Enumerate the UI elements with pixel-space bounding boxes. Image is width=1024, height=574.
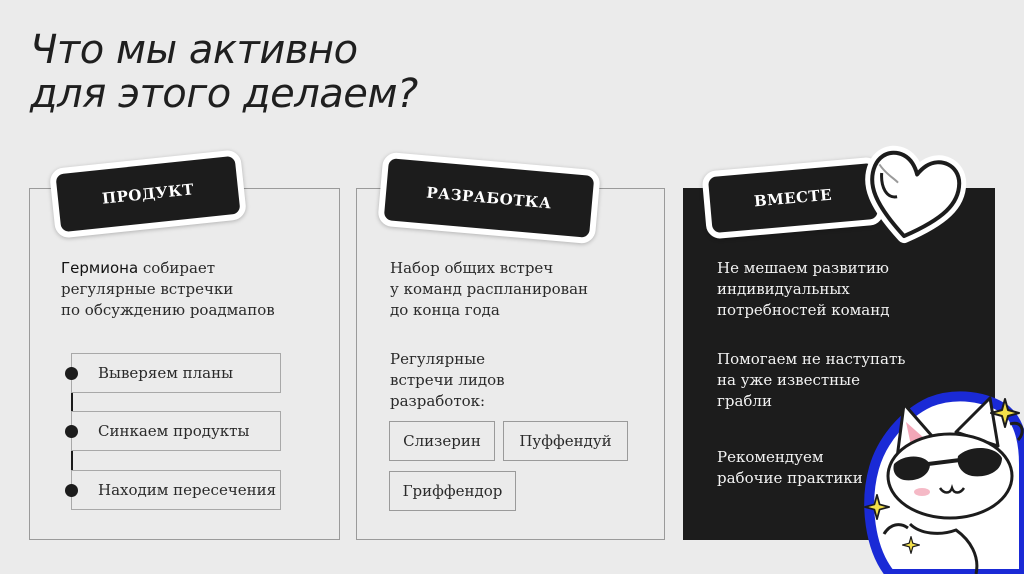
page-title [30, 28, 418, 116]
together-p2-line-2: на уже известные [717, 371, 860, 389]
development-label: РАЗРАБОТКА [425, 183, 553, 213]
team-chip-gryffindor [389, 471, 516, 511]
dev-p2-line-1: Регулярные [390, 350, 486, 368]
product-label: ПРОДУКТ [101, 180, 195, 208]
together-p3-line-2: рабочие практики [717, 469, 863, 487]
together-p2-line-1: Помогаем не наступать [717, 350, 906, 368]
dev-p2-line-2: встречи лидов [390, 371, 505, 389]
dev-p1-line-1: Набор общих встреч [390, 259, 554, 277]
step-item [71, 353, 281, 393]
together-label: ВМЕСТЕ [753, 185, 833, 211]
team-chip-hufflepuff [503, 421, 628, 461]
dev-p2-line-3: разработок: [390, 392, 486, 410]
together-paragraph-1 [717, 258, 889, 321]
step-label: Синкаем продукты [98, 422, 250, 440]
product-intro [61, 258, 275, 321]
product-intro-line-2: регулярные встречки [61, 280, 234, 298]
product-intro-line-1: собирает [138, 259, 216, 277]
step-item [71, 411, 281, 451]
sparkle-icon [990, 398, 1020, 428]
step-label: Выверяем планы [98, 364, 234, 382]
step-item [71, 470, 281, 510]
dev-paragraph-2 [390, 349, 505, 412]
product-card [29, 188, 340, 540]
development-card [356, 188, 665, 540]
chip-label: Слизерин [403, 432, 481, 450]
sparkle-icon [864, 494, 890, 520]
dev-p1-line-3: до конца года [390, 301, 500, 319]
chip-label: Гриффендор [402, 482, 503, 500]
step-bullet [65, 367, 78, 380]
heart-sticker-icon [858, 142, 968, 247]
hermione-name: Гермиона [61, 259, 139, 277]
product-intro-line-3: по обсуждению роадмапов [61, 301, 275, 319]
dev-p1-line-2: у команд распланирован [390, 280, 589, 298]
step-bullet [65, 425, 78, 438]
step-label: Находим пересечения [98, 481, 277, 499]
team-chip-slytherin [389, 421, 495, 461]
together-p1-line-2: индивидуальных [717, 280, 850, 298]
together-p3-line-1: Рекомендуем [717, 448, 824, 466]
title-line-1: Что мы активно [30, 27, 358, 73]
together-paragraph-3 [717, 447, 863, 489]
title-line-2: для этого делаем? [30, 71, 418, 117]
step-bullet [65, 484, 78, 497]
together-p2-line-3: грабли [717, 392, 772, 410]
together-p1-line-3: потребностей команд [717, 301, 890, 319]
chip-label: Пуффендуй [519, 432, 612, 450]
sparkle-icon [902, 536, 920, 554]
dev-paragraph-1 [390, 258, 588, 321]
together-p1-line-1: Не мешаем развитию [717, 259, 889, 277]
